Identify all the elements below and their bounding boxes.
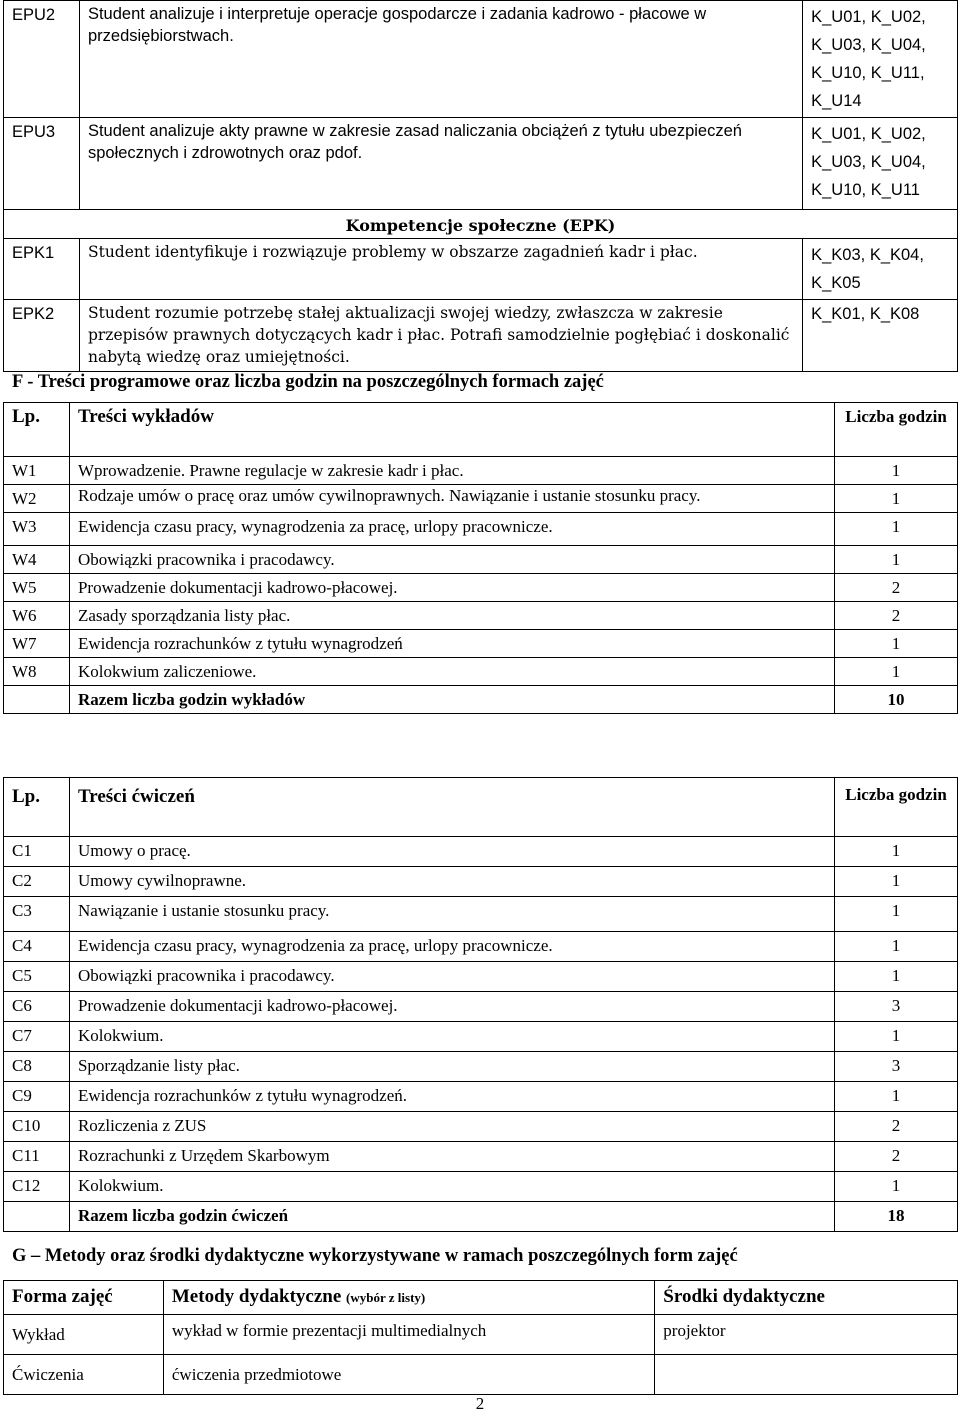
exercises-table <box>3 777 958 1232</box>
methods-header-label: Metody dydaktyczne <box>171 1286 342 1307</box>
row-content: Rozrachunki z Urzędem Skarbowym <box>69 1142 834 1172</box>
row-hours: 3 <box>835 992 958 1022</box>
row-lp: W7 <box>4 630 70 658</box>
row-lp: C7 <box>4 1022 70 1052</box>
row-hours: 1 <box>835 1172 958 1202</box>
total-hours: 10 <box>835 686 958 714</box>
row-hours: 1 <box>835 457 958 485</box>
row-lp: C5 <box>4 962 70 992</box>
row-hours: 1 <box>835 658 958 686</box>
row-lp: C12 <box>4 1172 70 1202</box>
row-means <box>655 1355 958 1395</box>
row-content: Rodzaje umów o pracę oraz umów cywilnoprawnych. Nawiązanie i ustanie stosunku pracy. <box>69 485 834 513</box>
table-row <box>4 210 958 239</box>
row-hours: 1 <box>835 1022 958 1052</box>
row-lp: W8 <box>4 658 70 686</box>
row-hours: 2 <box>835 1112 958 1142</box>
row-lp: W3 <box>4 513 70 546</box>
table-header-row <box>4 778 958 837</box>
row-lp: C2 <box>4 867 70 897</box>
row-content: Prowadzenie dokumentacji kadrowo-płacowej. <box>69 574 834 602</box>
row-content: Wprowadzenie. Prawne regulacje w zakresie kadr i płac. <box>69 457 834 485</box>
total-label: Razem liczba godzin wykładów <box>69 686 834 714</box>
outcome-refs: K_K03, K_K04, K_K05 <box>803 239 958 300</box>
outcome-text: Student analizuje akty prawne w zakresie zasad naliczania obciążeń z tytułu ubezpieczeń społecznych i zdrowotnych oraz pdof. <box>79 118 802 210</box>
table-row <box>4 1142 958 1172</box>
table-header-row <box>4 1281 958 1315</box>
outcome-code: EPK1 <box>4 239 80 300</box>
row-hours: 1 <box>835 837 958 867</box>
row-content: Ewidencja rozrachunków z tytułu wynagrodzeń. <box>69 1082 834 1112</box>
table-row <box>4 962 958 992</box>
outcome-refs: K_K01, K_K08 <box>803 300 958 372</box>
outcome-code: EPK2 <box>4 300 80 372</box>
column-header-means: Środki dydaktyczne <box>655 1281 958 1315</box>
empty-cell <box>4 1202 70 1232</box>
row-hours: 1 <box>835 630 958 658</box>
row-hours: 2 <box>835 574 958 602</box>
row-lp: C3 <box>4 897 70 932</box>
row-form: Wykład <box>4 1315 164 1355</box>
row-hours: 1 <box>835 932 958 962</box>
row-content: Rozliczenia z ZUS <box>69 1112 834 1142</box>
outcome-refs: K_U01, K_U02, K_U03, K_U04, K_U10, K_U11 <box>803 118 958 210</box>
row-methods: wykład w formie prezentacji multimedialnych <box>163 1315 654 1355</box>
column-header-lp: Lp. <box>4 778 70 837</box>
column-header-content: Treści wykładów <box>69 403 834 457</box>
row-lp: W1 <box>4 457 70 485</box>
learning-outcomes-table <box>3 0 958 372</box>
column-header-hours: Liczba godzin <box>835 403 958 457</box>
row-lp: C6 <box>4 992 70 1022</box>
row-content: Obowiązki pracownika i pracodawcy. <box>69 962 834 992</box>
table-row <box>4 513 958 546</box>
table-row <box>4 546 958 574</box>
row-content: Nawiązanie i ustanie stosunku pracy. <box>69 897 834 932</box>
row-lp: W5 <box>4 574 70 602</box>
row-hours: 1 <box>835 513 958 546</box>
table-row <box>4 1082 958 1112</box>
table-row <box>4 1 958 118</box>
table-row <box>4 239 958 300</box>
competences-heading: Kompetencje społeczne (EPK) <box>4 210 958 239</box>
column-header-form: Forma zajęć <box>4 1281 164 1315</box>
table-row <box>4 837 958 867</box>
outcome-text: Student analizuje i interpretuje operacje gospodarcze i zadania kadrowo - płacowe w przedsiębiorstwach. <box>79 1 802 118</box>
lectures-table <box>3 402 958 714</box>
outcome-text: Student rozumie potrzebę stałej aktualizacji swojej wiedzy, zwłaszcza w zakresie przepisów prawnych dotyczących kadr i płac. Potrafi samodzielnie pogłębiać i doskonalić nabytą wiedzę oraz umiejętności. <box>79 300 802 372</box>
section-f-heading: F - Treści programowe oraz liczba godzin na poszczególnych formach zajęć <box>12 372 604 392</box>
column-header-lp: Lp. <box>4 403 70 457</box>
table-row <box>4 300 958 372</box>
row-content: Kolokwium. <box>69 1172 834 1202</box>
row-hours: 2 <box>835 1142 958 1172</box>
column-header-methods <box>163 1281 654 1315</box>
outcome-text: Student identyfikuje i rozwiązuje problemy w obszarze zagadnień kadr i płac. <box>79 239 802 300</box>
row-content: Sporządzanie listy płac. <box>69 1052 834 1082</box>
row-hours: 1 <box>835 546 958 574</box>
row-form: Ćwiczenia <box>4 1355 164 1395</box>
row-hours: 1 <box>835 962 958 992</box>
table-row <box>4 932 958 962</box>
row-content: Umowy o pracę. <box>69 837 834 867</box>
table-row <box>4 1172 958 1202</box>
table-row <box>4 574 958 602</box>
row-content: Kolokwium zaliczeniowe. <box>69 658 834 686</box>
row-content: Ewidencja rozrachunków z tytułu wynagrodzeń <box>69 630 834 658</box>
row-lp: W4 <box>4 546 70 574</box>
row-lp: C8 <box>4 1052 70 1082</box>
row-lp: C11 <box>4 1142 70 1172</box>
table-row <box>4 1112 958 1142</box>
outcome-refs: K_U01, K_U02, K_U03, K_U04, K_U10, K_U11, K_U14 <box>803 1 958 118</box>
row-lp: W2 <box>4 485 70 513</box>
table-total-row <box>4 1202 958 1232</box>
outcome-code: EPU2 <box>4 1 80 118</box>
column-header-hours: Liczba godzin <box>835 778 958 837</box>
row-lp: C9 <box>4 1082 70 1112</box>
table-row <box>4 1355 958 1395</box>
row-content: Umowy cywilnoprawne. <box>69 867 834 897</box>
row-hours: 1 <box>835 485 958 513</box>
table-row <box>4 630 958 658</box>
total-label: Razem liczba godzin ćwiczeń <box>69 1202 834 1232</box>
row-content: Ewidencja czasu pracy, wynagrodzenia za pracę, urlopy pracownicze. <box>69 513 834 546</box>
outcome-code: EPU3 <box>4 118 80 210</box>
table-row <box>4 1315 958 1355</box>
table-row <box>4 1052 958 1082</box>
row-hours: 1 <box>835 897 958 932</box>
page-number: 2 <box>475 1394 485 1413</box>
table-row <box>4 118 958 210</box>
row-methods: ćwiczenia przedmiotowe <box>163 1355 654 1395</box>
row-content: Kolokwium. <box>69 1022 834 1052</box>
table-row <box>4 457 958 485</box>
methods-table <box>3 1280 958 1395</box>
row-lp: C1 <box>4 837 70 867</box>
table-header-row <box>4 403 958 457</box>
row-content: Zasady sporządzania listy płac. <box>69 602 834 630</box>
methods-header-note: (wybór z listy) <box>346 1290 426 1305</box>
table-total-row <box>4 686 958 714</box>
column-header-content: Treści ćwiczeń <box>69 778 834 837</box>
row-content: Prowadzenie dokumentacji kadrowo-płacowej. <box>69 992 834 1022</box>
table-row <box>4 1022 958 1052</box>
table-row <box>4 485 958 513</box>
row-hours: 2 <box>835 602 958 630</box>
section-g-heading: G – Metody oraz środki dydaktyczne wykorzystywane w ramach poszczególnych form zajęć <box>12 1246 738 1266</box>
table-row <box>4 867 958 897</box>
row-hours: 1 <box>835 1082 958 1112</box>
row-lp: W6 <box>4 602 70 630</box>
empty-cell <box>4 686 70 714</box>
row-lp: C10 <box>4 1112 70 1142</box>
total-hours: 18 <box>835 1202 958 1232</box>
table-row <box>4 897 958 932</box>
table-row <box>4 992 958 1022</box>
row-lp: C4 <box>4 932 70 962</box>
table-row <box>4 658 958 686</box>
table-row <box>4 602 958 630</box>
row-means: projektor <box>655 1315 958 1355</box>
row-content: Obowiązki pracownika i pracodawcy. <box>69 546 834 574</box>
row-hours: 3 <box>835 1052 958 1082</box>
row-hours: 1 <box>835 867 958 897</box>
row-content: Ewidencja czasu pracy, wynagrodzenia za pracę, urlopy pracownicze. <box>69 932 834 962</box>
